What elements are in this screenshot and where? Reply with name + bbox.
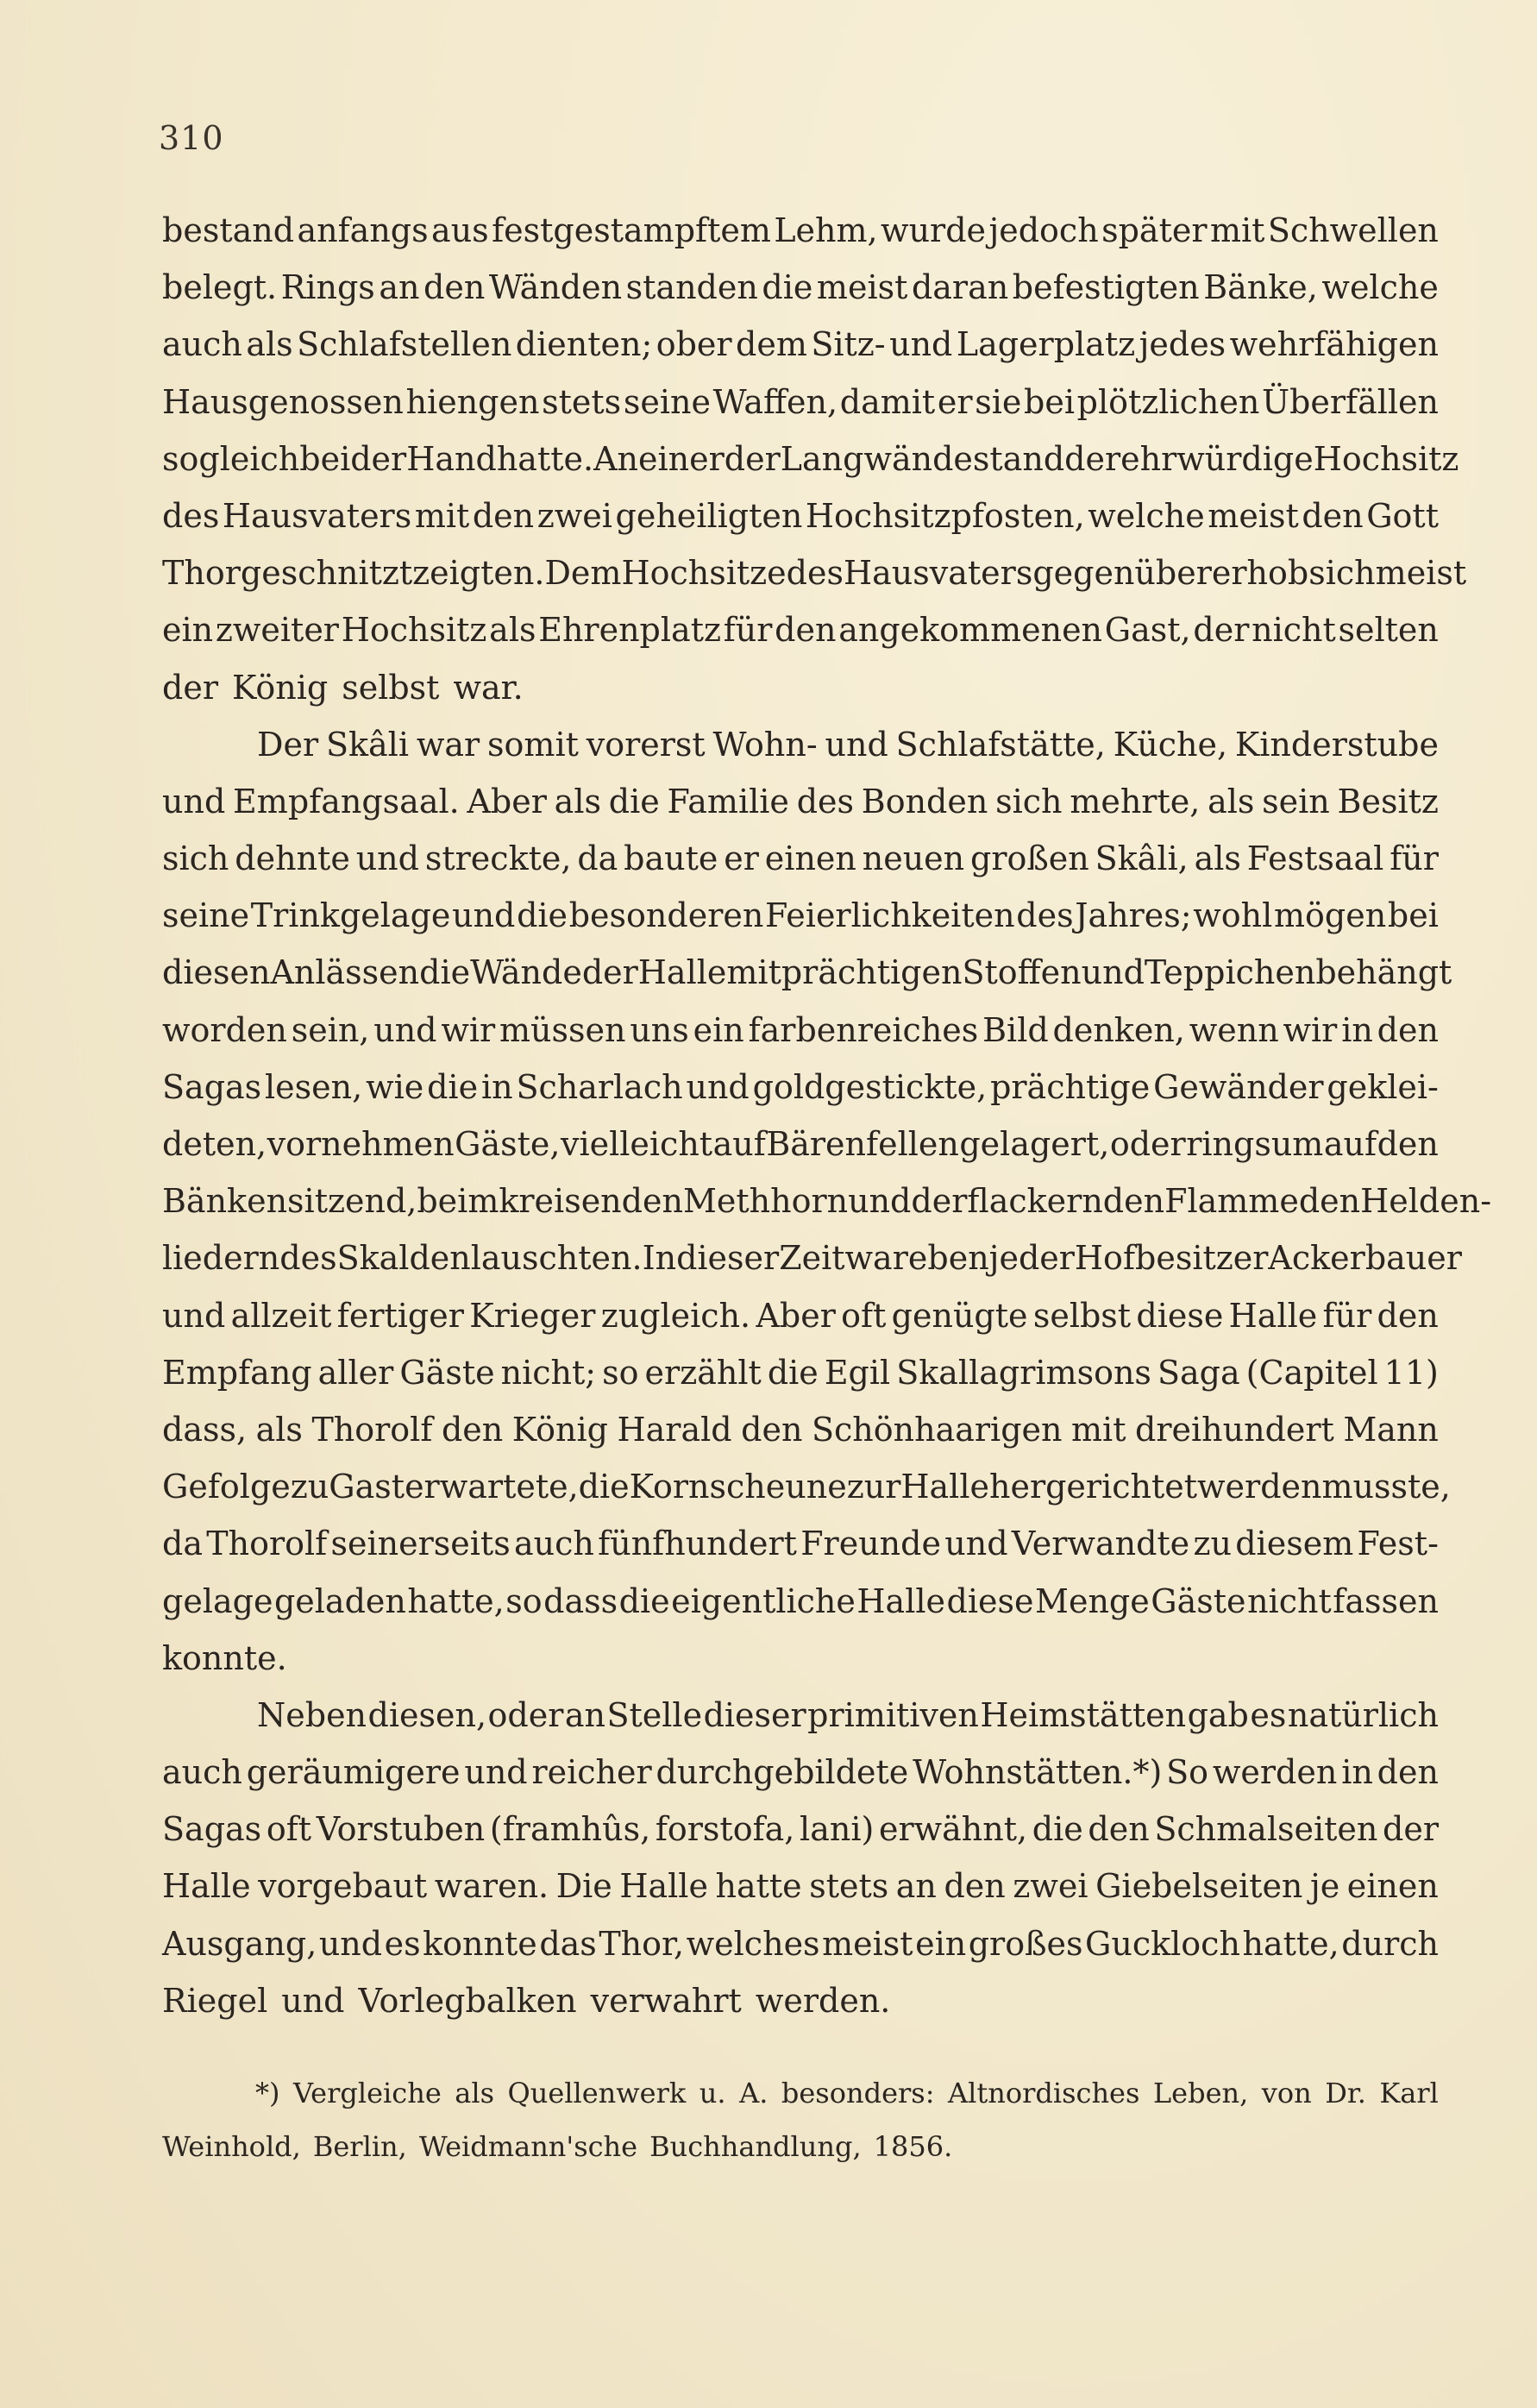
text-line: sogleich bei der Hand hatte. An einer der Langwände stand der ehrwürdige Hochsitz	[162, 439, 1459, 478]
text-line: Sagas oft Vorstuben (framhûs, forstofa, lani) erwähnt, die den Schmalseiten der	[162, 1810, 1439, 1849]
text-line: da Thorolf seinerseits auch fünfhundert Freunde und Verwandte zu diesem Fest-	[162, 1525, 1439, 1563]
text-line: und Empfangsaal. Aber als die Familie des Bonden sich mehrte, als sein Besitz	[162, 782, 1439, 820]
text-line: Thor geschnitzt zeigten. Dem Hochsitze des Hausvaters gegenüber erhob sich meist	[162, 554, 1467, 593]
text-line: Empfang aller Gäste nicht; so erzählt die Egil Skallagrimsons Saga (Capitel 11)	[162, 1353, 1439, 1392]
text-line: belegt. Rings an den Wänden standen die meist daran befestigten Bänke, welche	[162, 268, 1439, 307]
footnote-line: Weinhold, Berlin, Weidmann'sche Buchhandlung, 1856.	[162, 2130, 953, 2163]
text-line: Halle vorgebaut waren. Die Halle hatte stets an den zwei Giebelseiten je einen	[162, 1867, 1439, 1906]
text-line: Ausgang, und es konnte das Thor, welches meist ein großes Guckloch hatte, durch	[162, 1924, 1439, 1963]
page-number: 310	[159, 119, 224, 157]
text-line: ein zweiter Hochsitz als Ehrenplatz für den angekommenen Gast, der nicht selten	[162, 611, 1439, 650]
footnote-line: *) Vergleiche als Quellenwerk u. A. besonders: Altnordisches Leben, von Dr. Karl	[255, 2077, 1439, 2109]
text-line: dass, als Thorolf den König Harald den Schönhaarigen mit dreihundert Mann	[162, 1410, 1439, 1449]
text-line: Bänken sitzend, beim kreisenden Methhorn und der flackernden Flamme den Helden-	[162, 1182, 1492, 1221]
text-line: Der Skâli war somit vorerst Wohn- und Schlafstätte, Küche, Kinderstube	[257, 725, 1439, 764]
text-line: gelage geladen hatte, so dass die eigentliche Halle diese Menge Gäste nicht fassen	[162, 1581, 1439, 1620]
text-line: seine Trinkgelage und die besonderen Feierlichkeiten des Jahres; wohl mögen bei	[162, 896, 1439, 935]
footnote	[162, 2066, 1439, 2173]
text-line: der König selbst war.	[162, 668, 524, 707]
text-line: konnte.	[162, 1638, 287, 1677]
text-line: deten, vornehmen Gäste, vielleicht auf Bärenfellen gelagert, oder ringsum auf den	[162, 1125, 1439, 1163]
body-text	[162, 202, 1492, 2029]
text-line: diesen Anlässen die Wände der Halle mit prächtigen Stoffen und Teppichen behängt	[162, 953, 1452, 992]
text-line: Hausgenossen hiengen stets seine Waffen, damit er sie bei plötzlichen Überfällen	[162, 382, 1439, 421]
text-line: sich dehnte und streckte, da baute er einen neuen großen Skâli, als Festsaal für	[162, 839, 1439, 878]
text-line: des Hausvaters mit den zwei geheiligten Hochsitzpfosten, welche meist den Gott	[162, 496, 1439, 535]
text-line: auch als Schlafstellen dienten; ober dem Sitz- und Lagerplatz jedes wehrfähigen	[162, 325, 1439, 364]
text-line: Neben diesen, oder an Stelle dieser primitiven Heimstätten gab es natürlich	[257, 1695, 1439, 1734]
text-line: Riegel und Vorlegbalken verwahrt werden.	[162, 1981, 891, 2020]
text-line: auch geräumigere und reicher durchgebildete Wohnstätten.*) So werden in den	[162, 1753, 1439, 1792]
text-line: worden sein, und wir müssen uns ein farbenreiches Bild denken, wenn wir in den	[162, 1010, 1439, 1049]
text-line: Gefolge zu Gast erwartete, die Kornscheune zur Halle hergerichtet werden musste,	[162, 1468, 1451, 1506]
text-line: Sagas lesen, wie die in Scharlach und goldgestickte, prächtige Gewänder geklei-	[162, 1067, 1439, 1106]
text-line: und allzeit fertiger Krieger zugleich. Aber oft genügte selbst diese Halle für den	[162, 1296, 1439, 1335]
text-line: liedern des Skalden lauschten. In dieser Zeit war eben jeder Hofbesitzer Ackerbauer	[162, 1239, 1462, 1278]
text-line: bestand anfangs aus festgestampftem Lehm, wurde jedoch später mit Schwellen	[162, 211, 1439, 249]
